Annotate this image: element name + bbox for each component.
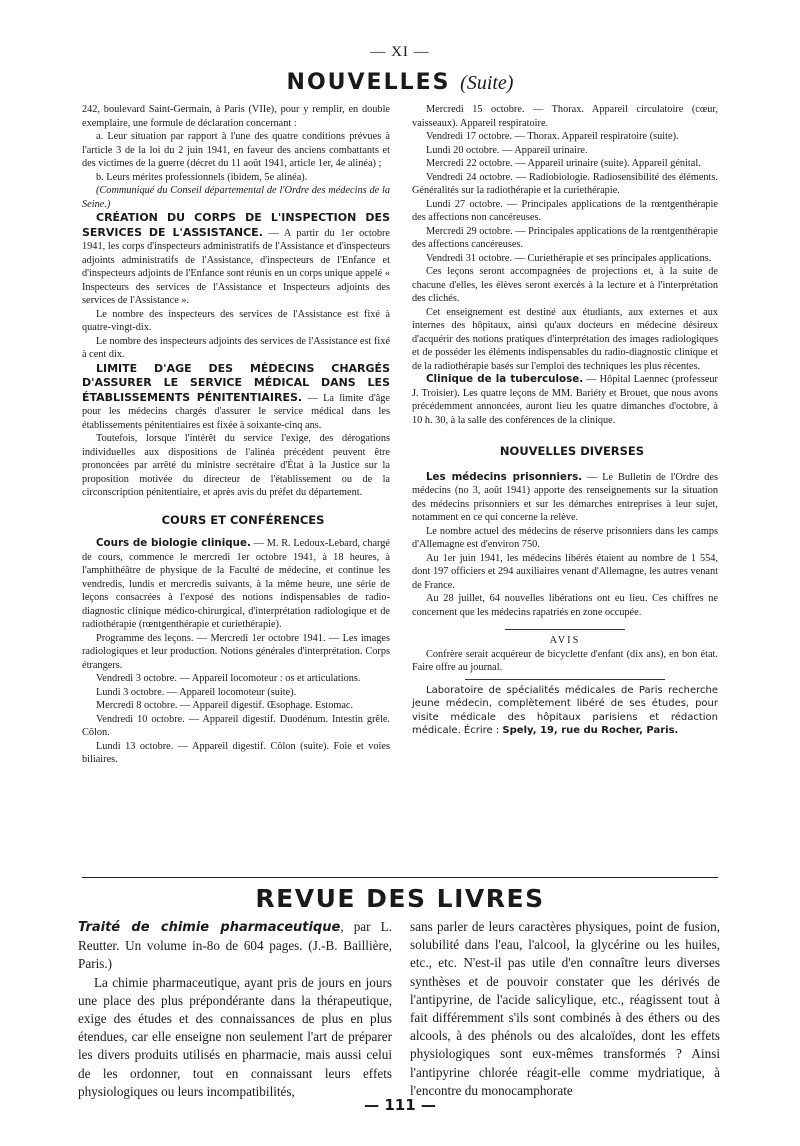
paragraph: Au 28 juillet, 64 nouvelles libérations ont eu lieu. Ces chiffres ne concernent que les médecins rapatriés en zone occupée. xyxy=(412,593,718,618)
article-heading: Cours de biologie clinique. xyxy=(96,537,251,549)
article-heading: Clinique de la tuberculose. xyxy=(426,373,584,385)
paragraph: Au 1er juin 1941, les médecins libérés étaient au nombre de 1 554, dont 197 officiers et 294 auxiliaires venant d'Allemagne, les autres venant de France. xyxy=(412,552,718,591)
avis-text: Confrère serait acquéreur de bicyclette d'enfant (dix ans), en bon état. Faire offre au journal. xyxy=(412,648,718,673)
paragraph: Lundi 3 octobre. — Appareil locomoteur (suite). xyxy=(96,686,297,698)
article-body: — A partir du 1er octobre 1941, les corps d'inspecteurs administratifs de l'Assistance et d'inspecteurs adjoints administratifs de l'Assistance, d'inspecteurs de l'Enfance et d'inspecteurs adjoints de l'Enfance sont réunis en un corps unique appelé « Inspecteurs des services de l'Assistance et Inspecteurs adjoints des services de l'Assistance ». xyxy=(82,227,390,306)
divider xyxy=(465,679,665,680)
revue-left-column xyxy=(78,918,392,1101)
heading-cours: COURS ET CONFÉRENCES xyxy=(161,512,325,527)
right-column xyxy=(412,103,718,738)
paragraph: Lundi 27 octobre. — Principales applications de la rœntgenthérapie des affections non cancéreuses. xyxy=(412,198,718,223)
paragraph: a. Leur situation par rapport à l'une des quatre conditions prévues à l'article 3 de la loi du 2 juin 1941, en faveur des anciens combattants et des victimes de la guerre (décret du 11 août 1941, article 1er, 4e alinéa) ; xyxy=(82,131,390,169)
article-body: — Le Bulletin de l'Ordre des médecins (no 3, août 1941) apporte des renseignements sur la situation des médecins prisonniers et sur les démarches entreprises à leur sujet, notamment en ce qui concerne la relève. xyxy=(412,471,718,523)
paragraph: 242, boulevard Saint-Germain, à Paris (VIIe), pour y remplir, en double exemplaire, une formule de déclaration concernant : xyxy=(82,104,390,129)
article-body: — La limite d'âge pour les médecins chargés d'assurer le service médical dans les établissements pénitentiaires est fixée à soixante-cinq ans. xyxy=(82,392,390,431)
book-title: Traité de chimie pharmaceutique xyxy=(78,920,341,935)
paragraph: Ces leçons seront accompagnées de projections et, à la suite de chacune d'elles, les élèves seront exercés à la lecture et à l'interprétation des clichés. xyxy=(412,266,718,304)
paragraph: Vendredi 17 octobre. — Thorax. Appareil respiratoire (suite). xyxy=(426,131,679,142)
article-heading: Les médecins prisonniers. xyxy=(426,470,583,483)
divider xyxy=(82,877,718,878)
book-ref: , par L. Reutter. Un volume in-8o de 604 pages. (J.-B. Baillière, Paris.) xyxy=(78,919,392,972)
paragraph: Programme des leçons. — Mercredi 1er octobre 1941. — Les images radiologiques et leur production. Notions générales d'interprétation. Corps étrangers. xyxy=(82,632,390,671)
paragraph: Cet enseignement est destiné aux étudiants, aux externes et aux internes des hôpitaux, ainsi qu'aux docteurs en médecine désireux d'acquérir des notions pratiques d'interprétation des images radiologiques et de posséder les éléments indispensables du radio-diagnostic clinique et de la radiothérapie basés sur l'emploi des techniques les plus récentes. xyxy=(412,306,718,372)
paragraph: Mercredi 8 octobre. — Appareil digestif. Œsophage. Estomac. xyxy=(96,700,354,711)
page-number-top: — XI — xyxy=(370,44,430,60)
paragraph: Vendredi 24 octobre. — Radiobiologie. Radiosensibilité des éléments. Généralités sur la radiothérapie et la curiethérapie. xyxy=(412,171,718,196)
section-title xyxy=(0,70,800,95)
revue-title: REVUE DES LIVRES xyxy=(255,884,545,913)
avis-title: AVIS xyxy=(549,635,581,646)
paragraph xyxy=(82,211,390,308)
paragraph xyxy=(412,471,718,525)
paragraph: Le nombre actuel des médecins de réserve prisonniers dans les camps d'Allemagne est d'environ 750. xyxy=(412,525,718,550)
revue-right-column xyxy=(410,918,720,1100)
paragraph: Vendredi 10 octobre. — Appareil digestif. Duodénum. Intestin grêle. Côlon. xyxy=(82,713,390,738)
paragraph: Toutefois, lorsque l'intérêt du service l'exige, des dérogations individuelles aux dispositions de l'alinéa précédent peuvent être prononcées par arrêté du ministre secrétaire d'État à la Justice sur la proposition motivée du directeur de l'établissement ou de la circonscription pénitentiaire, et après avis du préfet du département. xyxy=(82,433,390,498)
page-number-bottom xyxy=(0,1096,800,1114)
paragraph: Mercredi 15 octobre. — Thorax. Appareil circulatoire (cœur, vaisseaux). Appareil respiratoire. xyxy=(412,104,718,129)
section-title-text: NOUVELLES xyxy=(286,70,451,95)
paragraph: Mercredi 22 octobre. — Appareil urinaire (suite). Appareil génital. xyxy=(426,158,701,169)
labo-text: Laboratoire de spécialités médicales de Paris recherche jeune médecin, complètement libéré de ses études, pour visite médicale des hôpitaux parisiens et rédaction médicale. Écrire : xyxy=(412,684,718,736)
paragraph: (Communiqué du Conseil départemental de l'Ordre des médecins de la Seine.) xyxy=(82,185,390,210)
heading-diverses: NOUVELLES DIVERSES xyxy=(499,444,645,458)
paragraph: Le nombre des inspecteurs des services de l'Assistance est fixé à quatre-vingt-dix. xyxy=(82,308,390,333)
paragraph: Vendredi 31 octobre. — Curiethérapie et ses principales applications. xyxy=(426,252,712,264)
section-title-suffix: (Suite) xyxy=(460,72,514,94)
paragraph xyxy=(82,362,390,433)
article-body: — M. R. Ledoux-Lebard, chargé de cours, commence le mercredi 1er octobre 1941, à 18 heures, à l'amphithéâtre de physique de la Faculté de médecine, et continue les vendredis, lundis et mercredis suivants, à la même heure, une série de leçons consacrées à l'exposé des notions indispensables de radio-diagnostic clinique médico-chirurgical, d'interprétation radiologique et de radiothérapie (rœntgenthérapie et curiethérapie). xyxy=(82,538,390,630)
paragraph: Le nombre des inspecteurs adjoints des services de l'Assistance est fixé à cent dix. xyxy=(82,335,390,360)
paragraph: b. Leurs mérites professionnels (ibidem, 5e alinéa). xyxy=(96,171,308,183)
article-heading: CRÉATION DU CORPS DE L'INSPECTION DES SERVICES DE L'ASSISTANCE. xyxy=(82,211,390,239)
labo-ad xyxy=(412,684,718,738)
article-heading: LIMITE D'AGE DES MÉDECINS CHARGÉS D'ASSURER LE SERVICE MÉDICAL DANS LES ÉTABLISSEMENTS PÉNITENTIAIRES. xyxy=(82,361,390,404)
paragraph xyxy=(412,373,718,427)
labo-address: Spely, 19, rue du Rocher, Paris. xyxy=(502,725,679,736)
left-column xyxy=(82,103,390,767)
page-number-bottom-text: — 111 — xyxy=(364,1096,436,1114)
paragraph: Lundi 13 octobre. — Appareil digestif. Côlon (suite). Foie et voies biliaires. xyxy=(82,740,390,765)
paragraph xyxy=(82,537,390,632)
book-reference xyxy=(78,918,392,974)
paragraph: sans parler de leurs caractères physiques, point de fusion, solubilité dans l'eau, l'alcool, la glycérine ou les huiles, etc., etc. N'est-il pas utile d'en connaître leurs diverses synthèses et de pouvoir constater que les dérivés de l'antipyrine, de l'acide salicylique, etc., réagissent tout à fait différemment s'ils sont combinés à des éthers ou des alcools, à des phénols ou des alcaloïdes, dont les effets physiologiques sont eux-mêmes transformés ? Ainsi l'antipyrine chlorée réagit-elle comme mydriatique, à l'encontre du monocamphorate xyxy=(410,919,720,1098)
paragraph: Vendredi 3 octobre. — Appareil locomoteur : os et articulations. xyxy=(96,673,361,684)
paragraph: Mercredi 29 octobre. — Principales applications de la rœntgenthérapie des affections cancéreuses. xyxy=(412,225,718,250)
article-body: — Hôpital Laennec (professeur J. Troisier). Les quatre leçons de MM. Bariéty et Brouet, que nous avons précédemment annoncées, auront lieu les quatre dimanches d'octobre, à 10 h. 30, à la salle des conférences de la clinique. xyxy=(412,374,718,426)
paragraph: Lundi 20 octobre. — Appareil urinaire. xyxy=(426,144,588,156)
divider xyxy=(505,629,625,630)
paragraph: La chimie pharmaceutique, ayant pris de jours en jours une place des plus prépondérante dans la thérapeutique, exige des études et des connaissances de plus en plus étendues, car elle enseigne non seulement l'art de préparer les divers produits utilisés en pharmacie, mais aussi celui de les ordonner, tout en connaissant leurs effets physiologiques ou leurs incompatibilités, xyxy=(78,974,392,1099)
